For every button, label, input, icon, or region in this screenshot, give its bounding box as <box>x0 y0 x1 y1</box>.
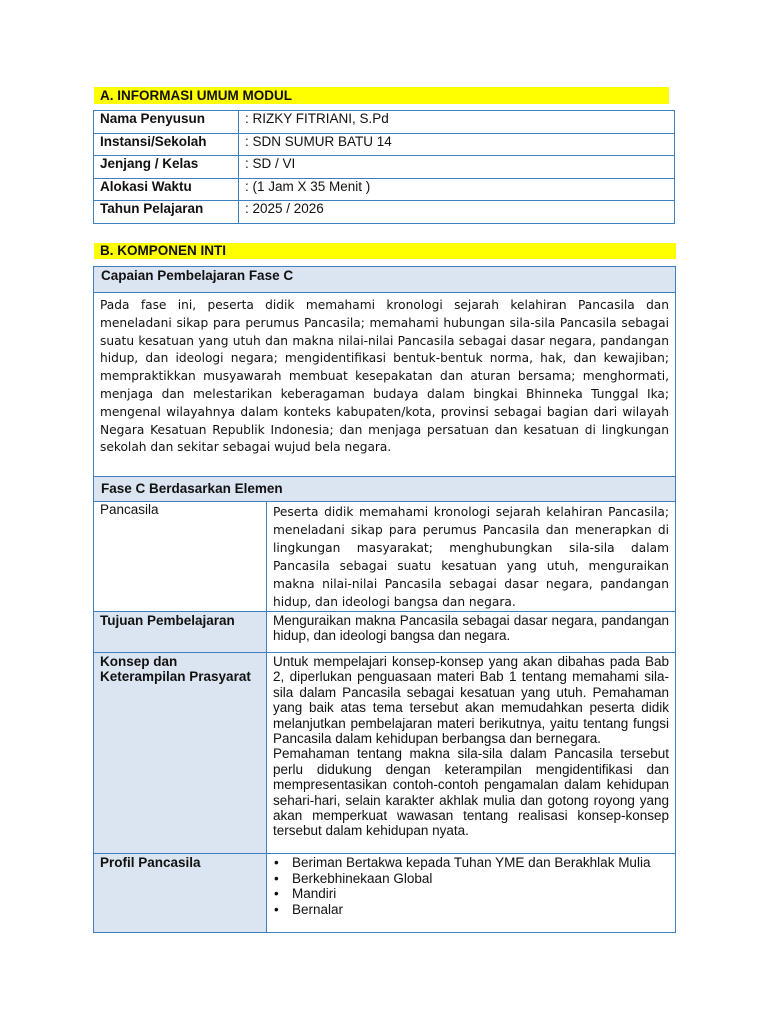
table-row <box>94 502 676 612</box>
tujuan-label <box>94 612 267 653</box>
konsep-label <box>94 653 267 854</box>
table-row <box>94 653 676 854</box>
info-label: Alokasi Waktu <box>94 178 239 201</box>
profil-label <box>94 854 267 933</box>
konsep-paragraph-1: Untuk mempelajari konsep-konsep yang akan dibahas pada Bab 2, diperlukan penguasaan materi Bab 1 tentang memahami sila-sila dalam Pancasila sebagai kesatuan yang utuh. Pemahaman yang baik atas tema tersebut akan memudahkan peserta didik melanjutkan pembelajaran materi berikutnya, yaitu tentang fungsi Pancasila dalam kehidupan berbangsa dan bernegara. <box>273 654 669 747</box>
pancasila-label-text: Pancasila <box>100 502 159 517</box>
pancasila-label <box>94 502 267 612</box>
table-row <box>94 111 675 134</box>
table-row <box>94 133 675 156</box>
info-value: : SD / VI <box>239 156 675 179</box>
tujuan-cell <box>267 612 676 653</box>
konsep-cell <box>267 653 676 854</box>
info-label: Instansi/Sekolah <box>94 133 239 156</box>
table-row <box>94 156 675 179</box>
info-table <box>93 110 675 224</box>
capaian-text: Pada fase ini, peserta didik memahami kronologi sejarah kelahiran Pancasila dan meneladani sikap para perumus Pancasila; memahami hubungan sila-sila Pancasila sebagai suatu kesatuan yang utuh dan makna nilai-nilai Pancasila sebagai dasar negara, pandangan hidup, dan ideologi negara; mengidentifikasi bentuk-bentuk norma, hak, dan kewajiban; mempraktikkan musyawarah membuat kesepakatan dan aturan bersama; menghormati, menjaga dan melestarikan keberagaman budaya dalam bingkai Bhinneka Tunggal Ika; mengenal wilayahnya dalam konteks kabupaten/kota, provinsi sebagai bagian dari wilayah Negara Kesatuan Republik Indonesia; dan menjaga persatuan dan kesatuan di lingkungan sekolah dan sekitar sebagai wujud bela negara. <box>93 292 676 477</box>
info-value: : RIZKY FITRIANI, S.Pd <box>239 111 675 134</box>
elemen-title: Fase C Berdasarkan Elemen <box>93 476 676 502</box>
profil-cell <box>267 854 676 933</box>
info-value: : 2025 / 2026 <box>239 201 675 224</box>
info-value: : SDN SUMUR BATU 14 <box>239 133 675 156</box>
pancasila-cell <box>267 502 676 612</box>
list-item: • Mandiri <box>292 886 669 902</box>
table-row <box>94 178 675 201</box>
pancasila-text: Peserta didik memahami kronologi sejarah kelahiran Pancasila; meneladani sikap para perumus Pancasila dan menerapkan di lingkungan masyarakat; menghubungkan sila-sila dalam Pancasila sebagai suatu kesatuan yang utuh, menguraikan makna nilai-nilai Pancasila sebagai dasar negara, pandangan hidup, dan ideologi bangsa dan negara. <box>273 505 669 609</box>
section-a-heading: A. INFORMASI UMUM MODUL <box>94 87 669 104</box>
tujuan-text: Menguraikan makna Pancasila sebagai dasar negara, pandangan hidup, dan ideologi bangsa dan negara. <box>273 613 669 644</box>
table-row <box>94 612 676 653</box>
list-item: • Berkebhinekaan Global <box>292 871 669 887</box>
info-value: : (1 Jam X 35 Menit ) <box>239 178 675 201</box>
elemen-table <box>93 501 676 933</box>
tujuan-label-text: Tujuan Pembelajaran <box>100 613 235 628</box>
capaian-title: Capaian Pembelajaran Fase C <box>93 266 676 293</box>
table-row <box>94 201 675 224</box>
info-label: Tahun Pelajaran <box>94 201 239 224</box>
profil-label-text: Profil Pancasila <box>100 855 201 870</box>
info-label: Nama Penyusun <box>94 111 239 134</box>
profil-list <box>273 854 669 917</box>
konsep-paragraph-2: Pemahaman tentang makna sila-sila dalam Pancasila tersebut perlu didukung dengan keterampilan mengidentifikasi dan mempresentasikan contoh-contoh pengamalan dalam kehidupan sehari-hari, selain karakter akhlak mulia dan gotong royong yang akan memperkuat wawasan tentang realisasi konsep-konsep tersebut dalam kehidupan nyata. <box>273 746 669 839</box>
konsep-label-text: Konsep dan Keterampilan Prasyarat <box>100 654 251 685</box>
list-item: • Bernalar <box>292 902 669 918</box>
section-b-heading: B. KOMPONEN INTI <box>94 243 676 259</box>
table-row <box>94 854 676 933</box>
info-label: Jenjang / Kelas <box>94 156 239 179</box>
list-item: • Beriman Bertakwa kepada Tuhan YME dan Berakhlak Mulia <box>292 855 669 871</box>
